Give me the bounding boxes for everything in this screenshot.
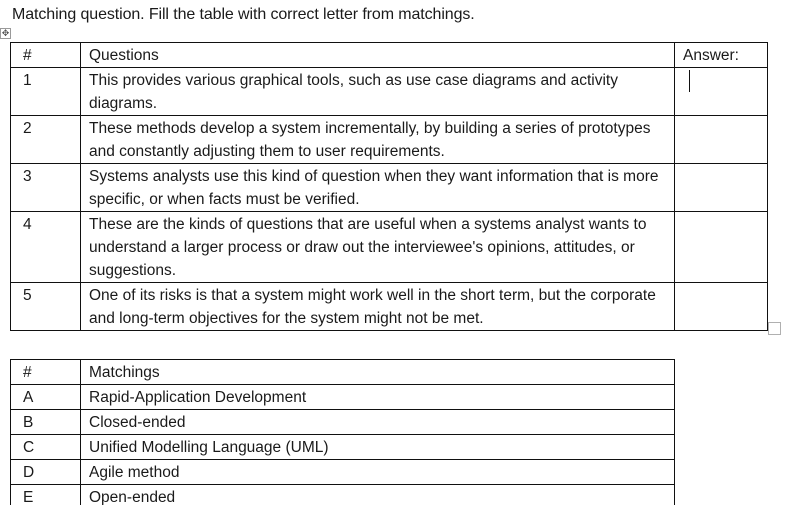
- question-row: [11, 212, 768, 283]
- matching-row: [11, 385, 675, 410]
- matchings-header-row: [11, 360, 675, 385]
- answer-cell[interactable]: [675, 164, 768, 212]
- question-num: 2: [11, 116, 81, 164]
- question-row: [11, 116, 768, 164]
- question-row: [11, 164, 768, 212]
- matching-row: [11, 485, 675, 505]
- question-num: 3: [11, 164, 81, 212]
- matching-letter: B: [11, 410, 81, 435]
- question-num: 4: [11, 212, 81, 283]
- answer-cell[interactable]: [675, 68, 768, 116]
- matching-text: Agile method: [81, 460, 675, 485]
- document-instructions: Matching question. Fill the table with correct letter from matchings.: [12, 6, 475, 23]
- header-answer: Answer:: [675, 43, 768, 68]
- answer-cell[interactable]: [675, 116, 768, 164]
- matching-letter: D: [11, 460, 81, 485]
- header-questions: Questions: [81, 43, 675, 68]
- matching-row: [11, 460, 675, 485]
- questions-table: [10, 42, 768, 331]
- question-num: 5: [11, 283, 81, 331]
- matchings-table: [10, 359, 675, 505]
- question-text: One of its risks is that a system might work well in the short term, but the corporate and long-term objectives for the system might not be met.: [81, 283, 675, 331]
- question-text: These are the kinds of questions that are useful when a systems analyst wants to understand a larger process or draw out the interviewee's opinions, attitudes, or suggestions.: [81, 212, 675, 283]
- text-cursor: [689, 70, 690, 92]
- questions-header-row: [11, 43, 768, 68]
- matching-text: Unified Modelling Language (UML): [81, 435, 675, 460]
- matching-text: Closed-ended: [81, 410, 675, 435]
- answer-cell[interactable]: [675, 283, 768, 331]
- matching-text: Rapid-Application Development: [81, 385, 675, 410]
- four-arrow-move-icon[interactable]: ✥: [1, 28, 10, 38]
- matching-text: Open-ended: [81, 485, 675, 505]
- matching-row: [11, 435, 675, 460]
- header-num: #: [11, 43, 81, 68]
- matching-letter: E: [11, 485, 81, 505]
- header-letter: #: [11, 360, 81, 385]
- question-row: [11, 68, 768, 116]
- header-matchings: Matchings: [81, 360, 675, 385]
- matching-letter: C: [11, 435, 81, 460]
- answer-cell[interactable]: [675, 212, 768, 283]
- question-text: This provides various graphical tools, such as use case diagrams and activity diagrams.: [81, 68, 675, 116]
- question-row: [11, 283, 768, 331]
- question-num: 1: [11, 68, 81, 116]
- question-text: Systems analysts use this kind of question when they want information that is more specific, or when facts must be verified.: [81, 164, 675, 212]
- resize-square-icon[interactable]: [768, 322, 781, 335]
- matching-letter: A: [11, 385, 81, 410]
- question-text: These methods develop a system incrementally, by building a series of prototypes and constantly adjusting them to user requirements.: [81, 116, 675, 164]
- matching-row: [11, 410, 675, 435]
